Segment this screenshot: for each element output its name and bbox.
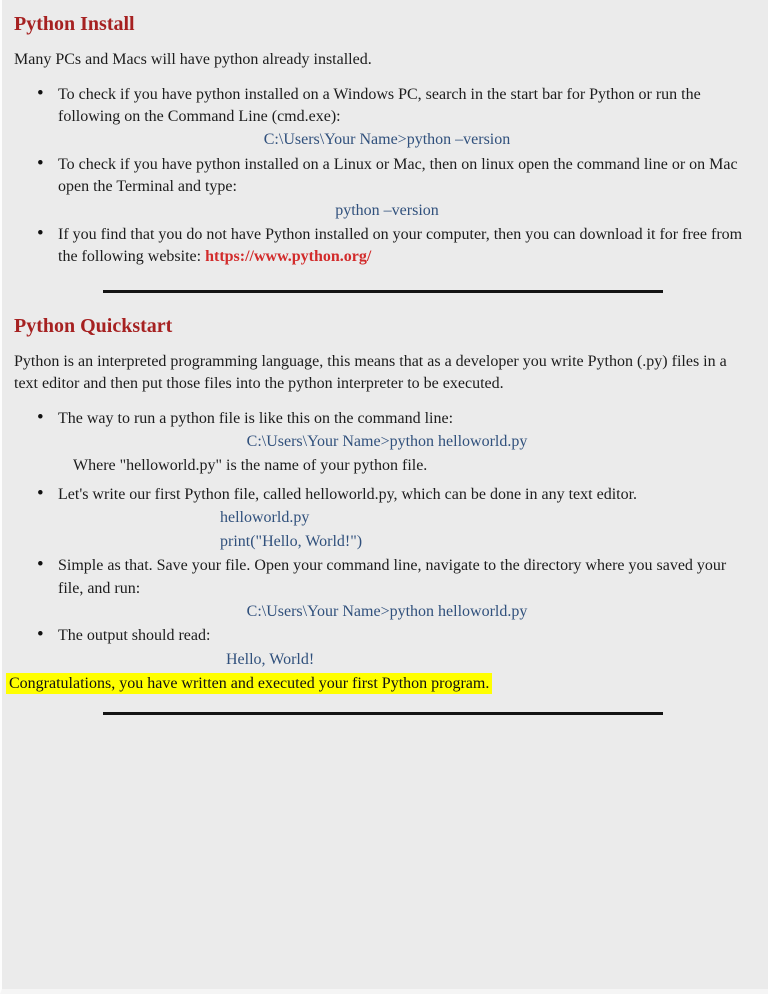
list-item-text: The output should read: (58, 627, 211, 645)
section-python-install (14, 13, 752, 293)
horizontal-rule (103, 290, 663, 293)
horizontal-rule (103, 712, 663, 715)
list-item-save-run (36, 555, 752, 623)
section-python-quickstart (9, 314, 752, 715)
code-line-output: Hello, World! (226, 650, 315, 668)
list-item-output (36, 625, 752, 671)
list-item-download (36, 224, 752, 269)
bullet-list (36, 408, 752, 671)
list-item-text: If you find that you do not have Python installed on your computer, then you can download it for free from the following website: (58, 225, 743, 266)
list-item-text: To check if you have python installed on a Linux or Mac, then on linux open the command line or on Mac open the Terminal and type: (58, 155, 738, 196)
list-item-text: The way to run a python file is like this on the command line: (58, 409, 454, 427)
intro-paragraph: Python is an interpreted programming language, this means that as a developer you write Python (.py) files in a text editor and then put those files into the python interpreter to be executed. (14, 352, 727, 393)
section-heading-python-install: Python Install (14, 13, 135, 35)
section-heading-python-quickstart: Python Quickstart (14, 314, 173, 337)
code-line-run-helloworld: C:\Users\Your Name>python helloworld.py (246, 433, 528, 451)
highlighted-text: Congratulations, you have written and executed your first Python program. (6, 673, 492, 694)
note-line: Where "helloworld.py" is the name of your python file. (73, 456, 428, 474)
code-line-version-windows: C:\Users\Your Name>python –version (263, 131, 511, 149)
python-org-link[interactable]: https://www.python.org/ (205, 248, 372, 266)
code-line-version-linux: python –version (335, 201, 439, 219)
congratulations-paragraph (6, 673, 752, 695)
intro-paragraph: Many PCs and Macs will have python already installed. (14, 51, 372, 68)
list-item-run-file (36, 408, 752, 477)
list-item-text: To check if you have python installed on a Windows PC, search in the start bar for Python or run the following on the Command Line (cmd.exe): (58, 85, 701, 125)
bullet-list (36, 84, 752, 269)
code-line-run-helloworld-2: C:\Users\Your Name>python helloworld.py (246, 603, 528, 620)
list-item-write-file (36, 484, 752, 553)
list-item-check-linux-mac (36, 154, 752, 222)
code-line-filename: helloworld.py (220, 509, 310, 527)
list-item-check-windows (36, 84, 752, 152)
list-item-text: Let's write our first Python file, called helloworld.py, which can be done in any text editor. (58, 485, 638, 503)
code-line-print-statement: print("Hello, World!") (220, 532, 363, 550)
list-item-text: Simple as that. Save your file. Open your command line, navigate to the directory where you saved your file, and run: (58, 557, 727, 597)
